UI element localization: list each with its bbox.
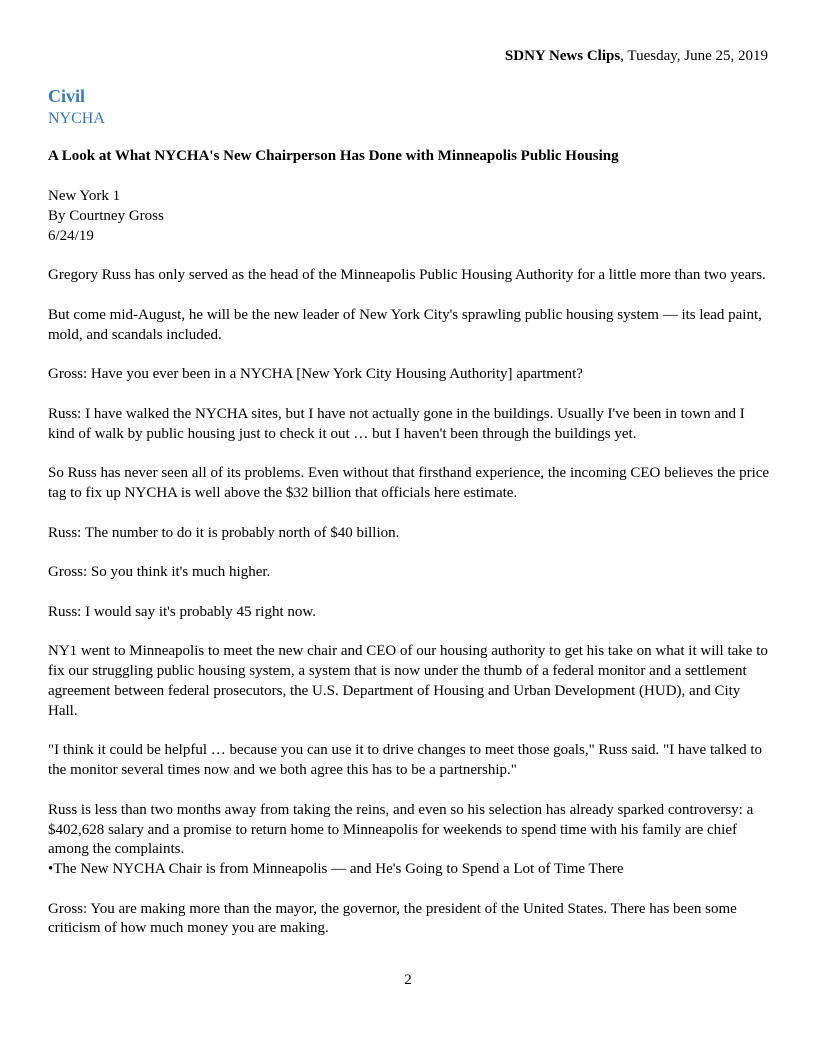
related-link[interactable]: •The New NYCHA Chair is from Minneapolis — and He's Going to Spend a Lot of Time There [48, 861, 624, 878]
paragraph: Gross: Have you ever been in a NYCHA [New York City Housing Authority] apartment? [48, 366, 583, 383]
paragraph: Gregory Russ has only served as the head of the Minneapolis Public Housing Authority for a little more than two years. [48, 267, 766, 284]
paragraph: "I think it could be helpful … because you can use it to drive changes to meet those goals," Russ said. "I have talked to the monitor several times now and we both agree this has to be a partnership." [48, 742, 763, 779]
article-date: 6/24/19 [48, 227, 94, 244]
paragraph: Russ is less than two months away from taking the reins, and even so his selection has already sparked controversy: a $402,628 salary and a promise to return home to Minneapolis for weekends to spend time with his family are chief among the complaints. [48, 801, 754, 858]
header-date: , Tuesday, June 25, 2019 [620, 48, 768, 64]
subsection-title: NYCHA [48, 110, 105, 127]
paragraph: Gross: So you think it's much higher. [48, 564, 271, 581]
section-title: Civil [48, 86, 86, 106]
article-byline: By Courtney Gross [48, 207, 164, 224]
paragraph: Gross: You are making more than the mayor, the governor, the president of the United States. There has been some criticism of how much money you are making. [48, 900, 737, 937]
article-meta [48, 187, 770, 246]
page-header [505, 48, 768, 65]
paragraph: Russ: I have walked the NYCHA sites, but I have not actually gone in the buildings. Usually I've been in town and I kind of walk by public housing just to check it out … but I haven't been through the buildings yet. [48, 405, 745, 442]
publication-name: SDNY News Clips [504, 48, 621, 64]
paragraph: NY1 went to Minneapolis to meet the new chair and CEO of our housing authority to get his take on what it will take to fix our struggling public housing system, a system that is now under the thumb of a federal monitor and a settlement agreement between federal prosecutors, the U.S. Department of Housing and Urban Development (HUD), and City Hall. [48, 643, 768, 719]
paragraph: Russ: I would say it's probably 45 right now. [48, 603, 316, 620]
paragraph: Russ: The number to do it is probably north of $40 billion. [48, 524, 400, 541]
article-body [48, 187, 770, 959]
page-number: 2 [404, 972, 412, 988]
article-headline: A Look at What NYCHA's New Chairperson Has Done with Minneapolis Public Housing [48, 148, 619, 164]
article-source: New York 1 [48, 188, 121, 204]
paragraph: But come mid-August, he will be the new leader of New York City's sprawling public housing system — its lead paint, mold, and scandals included. [48, 306, 762, 343]
paragraph: So Russ has never seen all of its problems. Even without that firsthand experience, the incoming CEO believes the price tag to fix up NYCHA is well above the $32 billion that officials here estimate. [48, 465, 770, 501]
